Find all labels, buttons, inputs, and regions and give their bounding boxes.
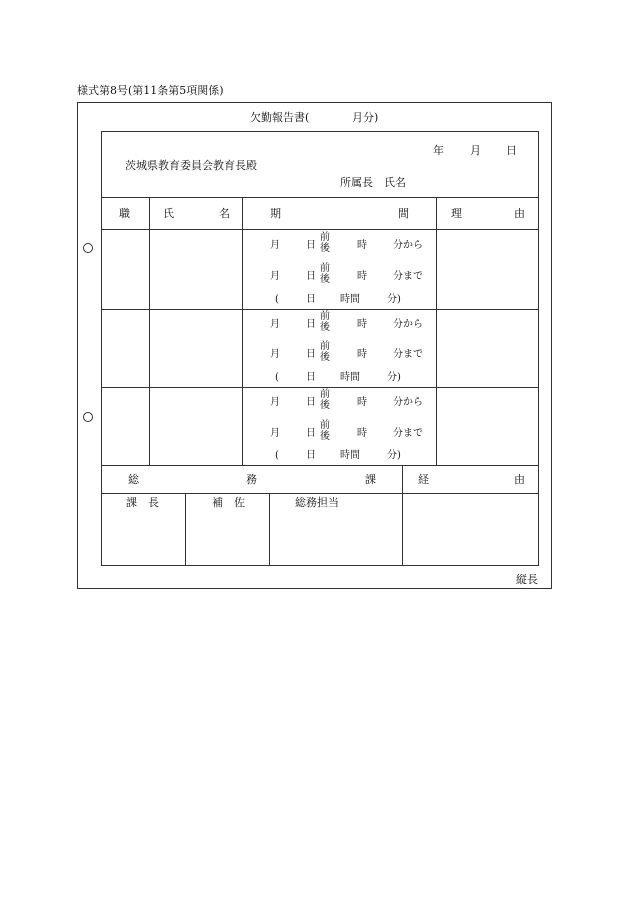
submitter-label: 所属長 氏名 [340, 176, 406, 189]
footer-general-2: 務 [246, 473, 257, 486]
divider [185, 493, 186, 565]
row1-to-label: 分まで [393, 271, 423, 282]
divider [101, 465, 539, 466]
stamp-assistant: 補 佐 [212, 496, 245, 509]
footer-general-1: 総 [128, 473, 139, 486]
row2-to-label: 分まで [393, 349, 423, 360]
footer-general-3: 課 [365, 473, 376, 486]
row3-to-hour: 時 [357, 428, 367, 439]
row2-from-day: 日 [306, 319, 316, 330]
row3-from-month: 月 [270, 397, 280, 408]
date-day: 日 [506, 144, 517, 157]
row1-to-month: 月 [270, 271, 280, 282]
header-reason-2: 由 [514, 207, 525, 220]
row2-to-hour: 時 [357, 349, 367, 360]
row1-from-day: 日 [306, 240, 316, 251]
row3-to-day: 日 [306, 428, 316, 439]
date-year: 年 [433, 144, 444, 157]
footer-via-1: 経 [418, 473, 429, 486]
header-period-2: 間 [398, 207, 409, 220]
divider [101, 197, 539, 198]
divider [436, 197, 437, 465]
am-label: 前 [320, 341, 330, 352]
stamp-section-chief: 課 長 [126, 496, 159, 509]
row2-from-month: 月 [270, 319, 280, 330]
header-position: 職 [119, 207, 130, 220]
row3-hours: 時間 [340, 450, 360, 461]
divider [101, 309, 539, 310]
am-label: 前 [320, 389, 330, 400]
row3-from-label: 分から [393, 397, 423, 408]
row3-to-label: 分まで [393, 428, 423, 439]
row1-to-hour: 時 [357, 271, 367, 282]
pm-label: 後 [320, 243, 330, 254]
row3-to-ampm [320, 420, 330, 442]
am-label: 前 [320, 420, 330, 431]
row3-days: 日 [306, 450, 316, 461]
header-period-1: 期 [270, 207, 281, 220]
row1-from-hour: 時 [357, 240, 367, 251]
pm-label: 後 [320, 400, 330, 411]
row1-hours: 時間 [340, 294, 360, 305]
pm-label: 後 [320, 274, 330, 285]
row2-to-day: 日 [306, 349, 316, 360]
row2-days: 日 [306, 372, 316, 383]
row3-to-month: 月 [270, 428, 280, 439]
header-reason-1: 理 [451, 207, 462, 220]
row2-from-label: 分から [393, 319, 423, 330]
row3-minutes: 分) [387, 450, 401, 461]
row2-to-ampm [320, 341, 330, 363]
header-name-2: 名 [219, 207, 230, 220]
row2-to-month: 月 [270, 349, 280, 360]
row2-minutes: 分) [387, 372, 401, 383]
divider [101, 493, 539, 494]
form-title: 欠勤報告書( [250, 111, 310, 124]
pm-label: 後 [320, 352, 330, 363]
punch-hole-icon [83, 412, 93, 422]
row1-to-ampm [320, 263, 330, 285]
am-label: 前 [320, 232, 330, 243]
header-name-1: 氏 [163, 207, 174, 220]
row1-to-day: 日 [306, 271, 316, 282]
date-month: 月 [470, 144, 481, 157]
orientation-note: 縦長 [516, 573, 538, 586]
divider [242, 197, 243, 465]
row2-paren: ( [275, 372, 279, 383]
row1-paren: ( [275, 294, 279, 305]
row2-from-ampm [320, 311, 330, 333]
row3-from-day: 日 [306, 397, 316, 408]
row2-hours: 時間 [340, 372, 360, 383]
form-number: 様式第8号(第11条第5項関係) [77, 84, 224, 97]
row3-from-ampm [320, 389, 330, 411]
form-title-month: 月分) [352, 111, 379, 124]
divider [149, 197, 150, 465]
row3-from-hour: 時 [357, 397, 367, 408]
row1-from-ampm [320, 232, 330, 254]
row1-days: 日 [306, 294, 316, 305]
pm-label: 後 [320, 431, 330, 442]
addressee: 茨城県教育委員会教育長殿 [125, 159, 257, 172]
row1-from-label: 分から [393, 240, 423, 251]
divider [269, 493, 270, 565]
am-label: 前 [320, 311, 330, 322]
divider [101, 229, 539, 230]
am-label: 前 [320, 263, 330, 274]
row1-from-month: 月 [270, 240, 280, 251]
divider [101, 387, 539, 388]
footer-via-2: 由 [514, 473, 525, 486]
pm-label: 後 [320, 322, 330, 333]
punch-hole-icon [83, 243, 93, 253]
row3-paren: ( [275, 450, 279, 461]
divider [402, 465, 403, 565]
stamp-staff: 総務担当 [295, 496, 339, 509]
row2-from-hour: 時 [357, 319, 367, 330]
row1-minutes: 分) [387, 294, 401, 305]
